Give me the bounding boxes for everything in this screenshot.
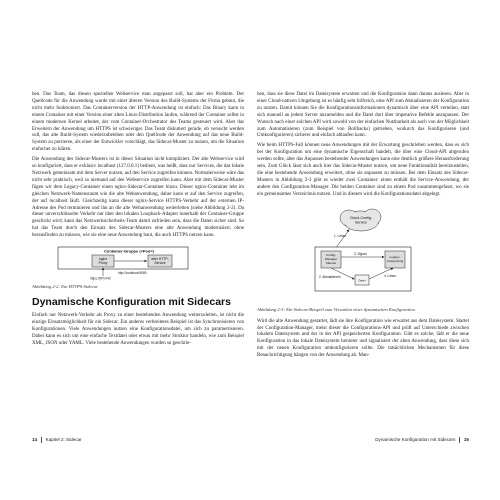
figure-caption: Abbildung 2-2: Ein HTTPS-Sidecar	[32, 284, 98, 290]
chapter-title: Kapitel 2: Sidecar	[45, 437, 82, 442]
section-heading: Dynamische Konfiguration mit Sidecars	[32, 296, 231, 309]
step-read-label: 1. Lesen	[334, 233, 347, 238]
running-title: Dynamische Konfiguration mit Sidecars	[375, 437, 456, 442]
body-paragraph: Wird die alte Anwendung gestartet, lädt sie ihre Konfiguration wie erwartet aus dem Dateisystem. Startet der Configuration-Manager, meist dieser die Configurations-API und prüft auf Unterschiede zwischen lokalem Dateisystem und der in der API gespeicherten Konfiguration. Gibt es solche, lädt er die neue Konfiguration in das lokale Dateisystem herunter und signalisiert der alten Anwendung, dass diese sich mit der neuen Konfiguration umkonfigurieren sollte. Die tatsächlichen Mechanismen für diese Benachrichtigung hängen von der Anwendung ab. Man-	[257, 318, 469, 359]
left-page	[32, 92, 244, 351]
config-manager-label: Config-	[326, 252, 336, 257]
svg-text:Manager: Manager	[324, 256, 338, 261]
https-sidecar-figure	[56, 244, 191, 282]
svg-text:Proxy: Proxy	[98, 261, 108, 266]
step-update-label: 2. Aktualisieren	[319, 274, 341, 279]
page-number: 15	[463, 437, 469, 442]
left-page-footer	[32, 436, 244, 444]
dynamic-config-figure	[257, 203, 469, 305]
right-page-footer	[257, 436, 469, 444]
read-arrow	[335, 230, 349, 249]
file-label: Datei	[358, 278, 366, 283]
body-paragraph: ben. Das Team, das diesen speziellen Webservice man angepasst soll, hat aber ein Problem. Der Quellcode für die Anwendung wurde mit einer älteren Version des Build-Systems der Firma gebaut, die nicht mehr funktioniert. Das Containerversion der HTTP-Anwendung ist einfach: Das Binary kann in einem Container mit einer Version einer alten Linux-Distribution laufen, während der Container selbst in einem modernen Kernel arbeitet, der vom Container-Orchestrator des Teams gesteuert wird. Aber das Erweitern der Anwendung um HTTPS ist schwieriger. Das Team diskutiert gerade, ob versucht werden soll, das alte Build-System wiederzubeleben oder den Quellcode der Anwendung auf das neue Build-System zu portieren, als einer der Entwickler vorschlägt, das Sidecar-Muster zu nutzen, um die Situation einfacher zu klären.	[32, 92, 244, 153]
svg-text:Service: Service	[154, 261, 166, 266]
cloud-config-service-label: Cloud-Config-	[349, 215, 373, 220]
body-paragraph: Wie beim HTTPS-Fall können neue Anwendungen mit der Erwartung geschrieben werden, dass es sich bei der Konfiguration um eine dynamische Eigenschaft handelt, die über eine Cloud-API abgerufen werden sollte, aber das Anpassen bestehender Anwendungen kann eine deutlich größere Herausforderung sein. Zum Glück lässt sich auch hier das Sidecar-Muster nutzen, um neue Funktionalität bereitzustellen, die eine bestehende Anwendung erweitert, ohne sie anpassen zu müssen. Bei dem Einsatz des Sidecar-Musters in Abbildung 2-3 gibt es wieder zwei Container: einen enthält die Service-Anwendung, der andere den Configuration-Manager. Die beiden Container sind zu einem Pod zusammengefasst, wo sie ein gemeinsames Verzeichnis nutzen. Und in diesem wird die Konfigurationsdatei abgelegt.	[257, 143, 469, 197]
svg-text:Anwendung: Anwendung	[386, 258, 404, 263]
nginx-proxy-label: nginx	[98, 257, 108, 262]
footer-divider	[459, 437, 460, 443]
footer-divider	[41, 437, 42, 443]
legacy-http-service-label: alter HTTP-	[151, 257, 169, 262]
localhost-address-label: http://localhost:8080	[118, 271, 147, 276]
step-signal-label: 3. Signal	[354, 251, 367, 256]
container-group-label: Container-Gruppe (»Pod«)	[104, 248, 155, 254]
legacy-app-label: Legacy-	[389, 254, 401, 259]
svg-text:Sidecar: Sidecar	[325, 260, 337, 265]
figure-caption: Abbildung 2-3: Ein Sidecar-Beispiel zum Verwalten einer dynamischen Konfiguration	[257, 306, 415, 312]
body-paragraph: Die Anwendung des Sidecar-Musters ist in dieser Situation nicht kompliziert. Der alte Webservice wird so konfiguriert, dass er exklusiv localhost (127.0.0.1) bedient, was heißt, dass nur Services, die das lokale Netzwerk gemeinsam mit dem Server nutzen, auf den Service zugreifen können. Normalerweise wäre das nicht sehr praktisch, weil so niemand auf den Webservice zugreifen kann. Aber mit dem Sidecar-Muster fügen wir dem Legacy-Container einen nginx-Sidecar-Container hinzu. Dieser nginx-Container lebt im gleichen Netzwerk-Namensraum wie die alte Webanwendung, daher kann er auf den Service zugreifen, der auf localhost läuft. Gleichzeitig kann dieser nginx-Service HTTPS-Verkehr auf der externen IP-Adresse des Pod terminieren und ihn an die alte Webanwendung weiterleiten (siehe Abbildung 2-2). Da dieser unverschlüsselte Verkehr nur über den lokalen Loopback-Adapter innerhalb der Container-Gruppe geschickt wird, kann das Netzwerksicherheits-Team damit zufrieden sein, dass die Daten sicher sind. So hat das Team durch den Einsatz des Sidecar-Musters eine alte Anwendung modernisiert, ohne herausfinden zu müssen, wie sie eine neue Anwendung baut, die auch HTTPS nutzen kann.	[32, 157, 244, 239]
step-read-file-label: 4. Lesen	[384, 273, 397, 278]
body-paragraph: ben, dass sie diese Datei im Dateisystem erwarten und die Konfiguration dann daraus auslesen. Aber in einer Cloud-nativen Umgebung ist es häufig sehr hilfreich, eine API zum Aktualisieren der Konfiguration zu nutzen. Damit können Sie die Konfigurationsinformationen dynamisch über eine API verteilen, statt sich manuell an jedem Server anzumelden und die Datei dort über imperative Befehle anzupassen. Der Wunsch nach einer solchen API wird sowohl von der einfachen Nutzbarkeit als auch von der Möglichkeit zum Automatisieren (zum Beispiel von Rollbacks) getrieben, wodurch das Konfigurieren (und Umkonfigurieren) sicherer und einfach ablaufen kann.	[257, 92, 469, 139]
svg-text:Service: Service	[355, 220, 367, 225]
page-number: 14	[32, 437, 38, 442]
body-paragraph: Einfach nur Netzwerk-Verkehr als Proxy zu einer bestehenden Anwendung weiterzuleiten, ist nicht die einzige Einsatzmöglichkeit für ein Sidecar. Ein anderes verbreitetes Beispiel ist das Synchronisieren von Konfigurationen. Viele Anwendungen nutzen eine Konfigurationsdatei, um sich zu parametrisieren. Dabei kann es sich um eine einfache Textdatei oder etwas mit mehr Struktur handeln, wie zum Beispiel XML, JSON oder YAML. Viele bestehende Anwendungen wurden so geschrie-	[32, 313, 244, 346]
right-page	[257, 92, 469, 363]
external-address-label: https://[IP]:443	[90, 276, 111, 281]
